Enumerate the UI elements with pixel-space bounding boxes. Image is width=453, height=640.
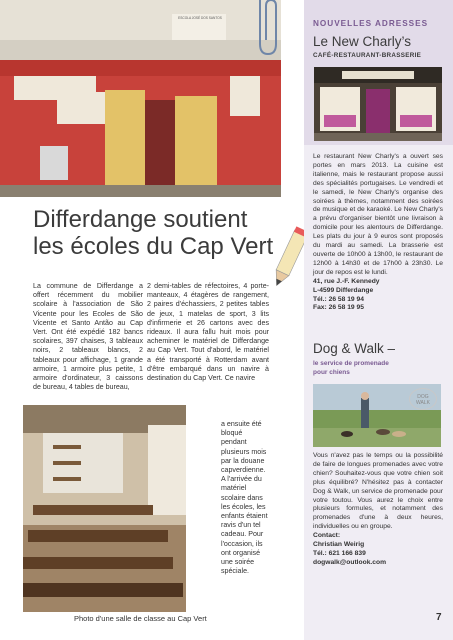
section-label: NOUVELLES ADRESSES <box>313 19 429 28</box>
dog-walk-subtitle-line1: le service de promenade <box>313 360 389 367</box>
charly-description <box>313 153 443 313</box>
dog-walk-description <box>313 452 443 568</box>
charly-phone: Tél.: 26 58 19 94 <box>313 295 364 303</box>
article-col2-text: 2 demi-tables de réfectoires, 4 porte-manteaux, 4 étagères de rangement, 2 paires d'échassiers, 2 petites tables de jeux, 1 matelas de sport, 3 lits d'infirmerie et 26 cartons avec des rideaux. Il aura fallu huit mois pour acheminer le matériel de Differdange au Cap Vert. Tout d'abord, le matériel a été transporté à Rotterdam avant d'être embarqué dans un navire à destination du Cap Vert. Ce navire <box>147 282 269 383</box>
dog-walk-subtitle-line2: pour chiens <box>313 369 350 376</box>
page-number: 7 <box>436 612 442 623</box>
classroom-photo <box>23 405 186 612</box>
paperclip-icon <box>252 0 282 58</box>
cafe-storefront-photo <box>314 67 442 141</box>
dog-walk-text: Vous n'avez pas le temps ou la possibilité de faire de longues promenades avec votre chien? Souhaitez-vous que votre chien soit plus équilibré? N'hésitez pas à contacter Dog & Walk, un service de promenade pour votre toutou. Vous aurez le choix entre plusieurs formules, et notamment des promenades d'une à deux heures, individuelles ou en groupe. <box>313 452 443 531</box>
school-sign-text: ESCOLA JOSÉ DOS SANTOS <box>178 16 222 20</box>
charly-address-line2: L-4599 Differdange <box>313 286 374 294</box>
article-column-1 <box>33 282 143 392</box>
article-title-line1: Differdange soutient <box>33 206 248 233</box>
article-title-line2: les écoles du Cap Vert <box>33 233 274 260</box>
article-title <box>33 206 283 260</box>
charly-text: Le restaurant New Charly's a ouvert ses portes en mars 2013. La cuisine est italienne, mais le restaurant propose aussi des spécialités portugaises. Le vendredi et le samedi, le New Charly's organise des soirées à thèmes, notamment des soirées de musique et de karaoké. Le New Charly's a prévu d'organiser bientôt une livraison à domicile pour les alentours de Differdange. Les plats du jour à 9 euros sont proposés du mardi au samedi. La brasserie est ouverte de 10h00 à 13h00, le restaurant de 12h00 à 14h30 et de 17h00 à 23h30. Le jour de repos est le lundi. <box>313 153 443 276</box>
charly-address-line1: 41, rue J.-F. Kennedy <box>313 277 380 285</box>
dog-walk-title: Dog & Walk – <box>313 341 396 356</box>
pencil-icon <box>268 226 308 296</box>
charly-title: Le New Charly’s <box>313 34 412 49</box>
dog-walk-contact-label: Contact: <box>313 532 341 540</box>
dog-walk-email[interactable]: dogwalk@outlook.com <box>313 558 387 566</box>
dog-walk-contact-name: Christian Weirig <box>313 541 365 549</box>
charly-fax: Fax: 26 58 19 95 <box>313 304 364 312</box>
article-column-2 <box>147 282 269 383</box>
dog-walk-photo <box>313 384 441 447</box>
school-building-photo <box>0 0 281 197</box>
photo-caption: Photo d'une salle de classe au Cap Vert <box>74 614 207 623</box>
article-col2b-text: a ensuite été bloqué pendant plusieurs mois par la douane capverdienne. A l'arrivée du matériel scolaire dans les écoles, les enfants étaient ravis d'un tel cadeau. Pour l'occasion, ils ont organisé une soirée spéciale. <box>221 420 268 576</box>
charly-subtitle: CAFÉ-RESTAURANT-BRASSERIE <box>313 52 422 59</box>
article-column-2b <box>221 420 269 576</box>
dog-walk-subtitle <box>313 359 389 377</box>
dog-walk-phone: Tél.: 621 166 839 <box>313 549 366 557</box>
dog-walk-logo: DOG WALK <box>409 388 437 410</box>
article-col1-text: La commune de Differdange a offert récemment du mobilier scolaire à l'association de São Vicente pour les Ecoles de São Vicente et Santo Antão au Cap Vert. Ont été expédié 182 bancs scolaires, 397 chaises, 3 tableaux noirs, 2 tableaux blancs, 2 tableaux pour affichage, 1 grande armoire, 1 armoire plus petite, 1 armoire d'ordinateur, 3 caissons de bureau, 4 tables de bureau, <box>33 282 143 392</box>
